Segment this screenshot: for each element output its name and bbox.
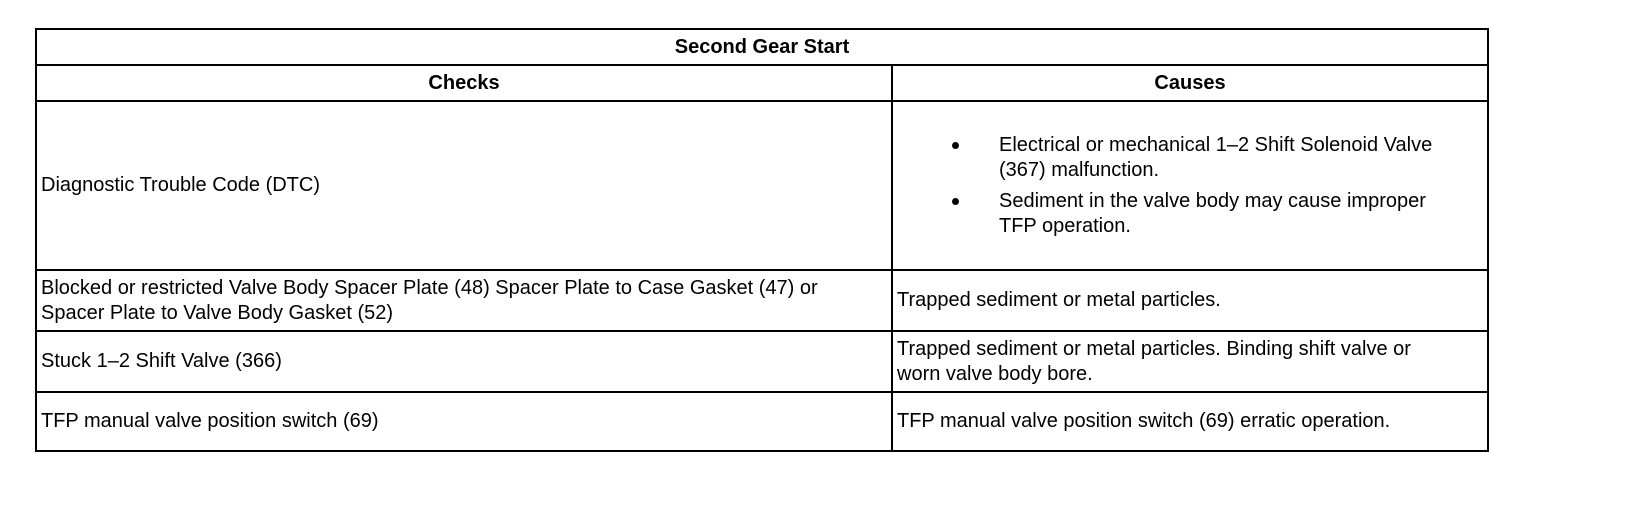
- table-title: Second Gear Start: [36, 29, 1488, 65]
- check-cell: Stuck 1–2 Shift Valve (366): [36, 331, 892, 392]
- bullet-icon: [952, 198, 959, 205]
- table-row: [36, 101, 1488, 270]
- table-header-row: [36, 65, 1488, 101]
- checks-header: Checks: [36, 65, 892, 101]
- cause-cell: [892, 331, 1488, 392]
- table-row: [36, 331, 1488, 392]
- cause-text: TFP manual valve position switch (69) erratic operation.: [897, 410, 1391, 432]
- cause-cell: [892, 392, 1488, 451]
- cause-bullet-item: [949, 133, 1459, 183]
- check-cell: TFP manual valve position switch (69): [36, 392, 892, 451]
- cause-bullet-text: Electrical or mechanical 1–2 Shift Solenoid Valve (367) malfunction.: [999, 133, 1433, 181]
- check-cell: Diagnostic Trouble Code (DTC): [36, 101, 892, 270]
- table-row: [36, 270, 1488, 331]
- cause-bullet-list: [897, 133, 1483, 239]
- table-title-row: [36, 29, 1488, 65]
- cause-bullet-item: [949, 189, 1459, 239]
- causes-header: Causes: [892, 65, 1488, 101]
- table-row: [36, 392, 1488, 451]
- cause-text: Trapped sediment or metal particles. Binding shift valve or worn valve body bore.: [897, 337, 1411, 385]
- cause-bullet-text: Sediment in the valve body may cause improper TFP operation.: [999, 189, 1426, 237]
- check-text: Blocked or restricted Valve Body Spacer Plate (48) Spacer Plate to Case Gasket (47) or Spacer Plate to Valve Body Gasket (52): [41, 276, 818, 324]
- check-cell: [36, 270, 892, 331]
- bullet-icon: [952, 142, 959, 149]
- cause-cell: [892, 101, 1488, 270]
- cause-cell: Trapped sediment or metal particles.: [892, 270, 1488, 331]
- second-gear-start-table: [35, 28, 1489, 452]
